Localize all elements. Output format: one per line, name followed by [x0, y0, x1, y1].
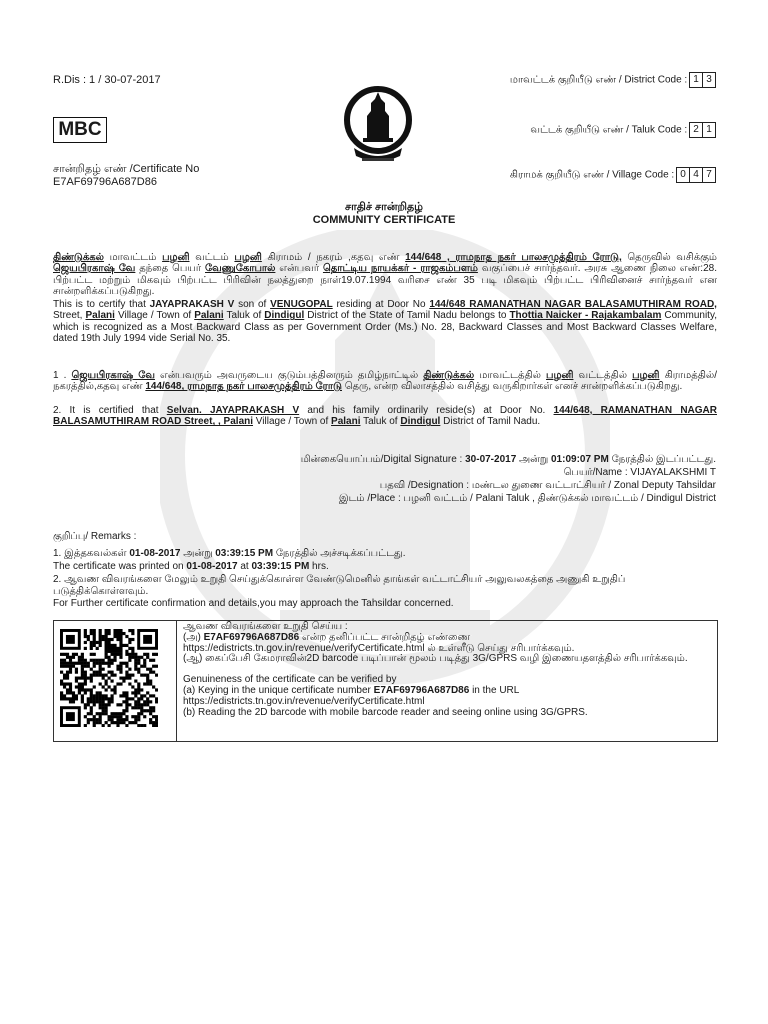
district-code-digit: 1 [689, 72, 703, 88]
tamil-residence-paragraph: 1 . ஜெயபிரகாஷ் வே என்பவரும் அவருடைய குடும்பத்தினரும் தமிழ்நாட்டில் திண்டுக்கல் மாவட்டத்தில் பழனி வட்டத்தில் பழனி கிராமத்தில்/நகரத்தில்,கதவு எண் 144/648, ராமநாத நகர் பாலசமுத்திரம் ரோடு தெரு, என்ற விலாசத்தில் வசித்து வருகிறார்கள் எனச் சான்றளிக்கப்படுகிறது. [53, 370, 717, 393]
village-code-label: கிராமக் குறியீடு எண் / Village Code : [509, 169, 675, 181]
category-box: MBC [53, 117, 107, 143]
digital-signature-line: மின்கையொப்பம்/Digital Signature : 30-07-2017 அன்று 01:09:07 PM நேரத்தில் இடப்பட்டது. [300, 454, 716, 465]
tamil-certificate-paragraph: திண்டுக்கல் மாவட்டம் பழனி வட்டம் பழனி கிராமம் / நகரம் ,கதவு எண் 144/648 , ராமநாத நகர் பாலசமுத்திரம் ரோடு, தெருவில் வசிக்கும் ஜெயபிரகாஷ் வே தந்தை பெயர் வேணுகோபால் என்பவர் தொட்டிய நாயக்கர் - ராஜகம்பளம் வகுப்பைச் சார்ந்தவர். அரசு ஆணை நிலை எண்:28. பிற்பட்ட மற்றும் மிகவும் பிற்பட்ட பிரிவின் நலத்துறை நாள்19.07.1994 வரிசை எண் 35 படி மிகவும் பிற்பட்ட பிரிவினைச் சார்ந்தவர் என சான்றளிக்கப்படுகிறது. [53, 252, 717, 297]
qr-code-cell [54, 621, 177, 742]
remark-confirm-english: For Further certificate confirmation and details,you may approach the Tahsildar concerned. [53, 598, 454, 609]
signatory-place: இடம் /Place : பழனி வட்டம் / Palani Taluk , திண்டுக்கல் மாவட்டம் / Dindigul District [338, 493, 716, 504]
taluk-code-digit: 2 [689, 122, 703, 138]
cert-no-label: சான்றிதழ் எண் /Certificate No [53, 163, 200, 175]
signatory-name: பெயர்/Name : VIJAYALAKSHMI T [563, 467, 716, 478]
verify-line: Genuineness of the certificate can be verified by [183, 674, 397, 686]
title-tamil: சாதிச் சான்றிதழ் [345, 201, 423, 213]
taluk-code-label: வட்டக் குறியீடு எண் / Taluk Code : [530, 124, 688, 136]
verify-line: (b) Reading the 2D barcode with mobile barcode reader and seeing online using 3G/GPRS. [183, 706, 588, 718]
village-code [510, 167, 716, 183]
title-english: COMMUNITY CERTIFICATE [312, 214, 456, 226]
english-certificate-paragraph: This is to certify that JAYAPRAKASH V son of VENUGOPAL residing at Door No 144/648 RAMANATHAN NAGAR BALASAMUTHIRAM ROAD, Street, Palani Village / Town of Palani Taluk of Dindigul District of the State of Tamil Nadu belongs to Thottia Naicker - Rajakambalam Community, which is recognized as a Most Backward Class as per Government Order (Ms.) No. 28, Backward Classes and Most Backward Classes Welfare, dated 19th July 1994 vide Serial No. 35. [53, 299, 717, 344]
verify-line: (ஆ) கைப்பேசி கேமராவின்2D barcode படிப்பான் மூலம் படித்து 3G/GPRS வழி இணையதளத்தில் சரிபார்க்கவும். [183, 653, 688, 665]
verify-url[interactable]: https://edistricts.tn.gov.in/revenue/verifyCertificate.html [183, 695, 425, 707]
village-code-digit: 0 [676, 167, 690, 183]
verify-url-tamil[interactable]: https://edistricts.tn.gov.in/revenue/verifyCertificate.html ல் உள்ளீடு செய்து சரிபார்க்கவும். [183, 642, 575, 654]
rdis-number: R.Dis : 1 / 30-07-2017 [53, 74, 161, 86]
signatory-designation: பதவி /Designation : மண்டல துணை வட்டாட்சியர் / Zonal Deputy Tahsildar [379, 480, 716, 491]
qr-code[interactable] [60, 629, 158, 727]
english-residence-paragraph: 2. It is certified that Selvan. JAYAPRAKASH V and his family ordinarily reside(s) at Door No. 144/648, RAMANATHAN NAGAR BALASAMUTHIRAM ROAD Street, , Palani Village / Town of Palani Taluk of Dindigul District of Tamil Nadu. [53, 405, 717, 428]
remark-print-tamil: 1. இத்தகவல்கள் 01-08-2017 அன்று 03:39:15 PM நேரத்தில் அச்சடிக்கப்பட்டது. [53, 548, 406, 559]
district-code [510, 72, 716, 88]
cert-no: E7AF69796A687D86 [53, 176, 157, 188]
verify-line: (அ) E7AF69796A687D86 என்ற தனிப்பட்ட சான்றிதழ் எண்ணை [183, 631, 471, 643]
verification-table [53, 620, 718, 742]
verify-line: ஆவண விவரங்களை உறுதி செய்ய : [183, 621, 348, 632]
tamil-nadu-emblem [334, 86, 422, 164]
village-code-digit: 4 [689, 167, 703, 183]
district-code-digit: 3 [702, 72, 716, 88]
verification-text-cell [177, 621, 718, 742]
remark-confirm-tamil: 2. ஆவண விவரங்களை மேலும் உறுதி செய்துக்கொள்ள வேண்டுமெனில் தாங்கள் வட்டாட்சியர் அலுவலகத்தை அணுகி உறுதிப் படுத்திக்கொள்ளவும். [53, 574, 626, 597]
remark-print-english: The certificate was printed on 01-08-2017 at 03:39:15 PM hrs. [53, 561, 329, 572]
verify-line: (a) Keying in the unique certificate number E7AF69796A687D86 in the URL [183, 684, 520, 696]
district-code-label: மாவட்டக் குறியீடு எண் / District Code : [509, 74, 688, 86]
taluk-code [530, 122, 716, 138]
village-code-digit: 7 [702, 167, 716, 183]
taluk-code-digit: 1 [702, 122, 716, 138]
remarks-heading: குறிப்பு/ Remarks : [53, 531, 137, 542]
